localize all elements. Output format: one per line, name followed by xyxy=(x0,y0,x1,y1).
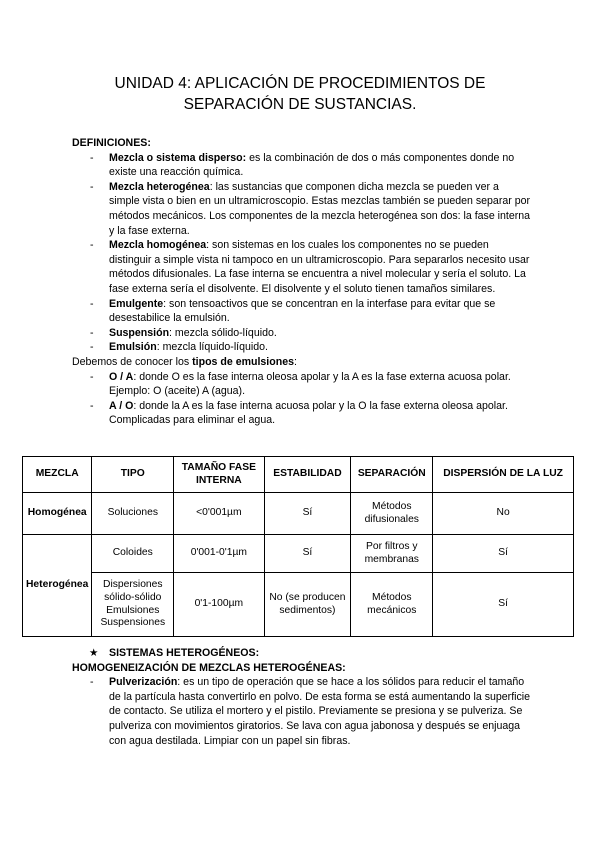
definition-item xyxy=(90,238,532,296)
title-line-2: SEPARACIÓN DE SUSTANCIAS. xyxy=(183,96,417,113)
homogenization-subheading: HOMOGENEIZACIÓN DE MEZCLAS HETEROGÉNEAS: xyxy=(72,661,346,674)
emulsion-term: O / A xyxy=(109,370,134,383)
table-header: ESTABILIDAD xyxy=(264,457,351,493)
document-title xyxy=(0,73,600,115)
heterogeneous-heading-line xyxy=(72,646,532,661)
table-row xyxy=(23,493,574,535)
emulsions-intro-text: Debemos de conocer los xyxy=(72,355,193,368)
table-cell-dispersion: No xyxy=(433,493,574,535)
definition-text: es la combinación de dos o más componentes donde no existe una reacción química. xyxy=(109,151,515,179)
table-cell-dispersion: Sí xyxy=(433,535,574,573)
table-header-row xyxy=(23,457,574,493)
table-cell-tamano: <0'001µm xyxy=(174,493,264,535)
definition-item xyxy=(90,151,532,180)
definition-text: : son tensoactivos que se concentran en la interfase para evitar que se desestabilice la emulsión. xyxy=(109,297,496,325)
definition-term: Suspensión xyxy=(109,326,170,339)
definition-item xyxy=(90,340,532,355)
table-header: SEPARACIÓN xyxy=(351,457,433,493)
process-text: : es un tipo de operación que se hace a los sólidos para reducir el tamaño de la partícula hasta convertirlo en polvo. De esta forma se está aumentando la superficie de contacto. Se utiliza el mortero y el pistilo. Previamente se presiona y se pulveriza. Se pulveriza con movimientos giratorios. Se lava con agua jabonosa y después se enjuaga con agua destilada. Limpiar con un papel sin fibras. xyxy=(109,676,531,747)
definition-text: : mezcla sólido-líquido. xyxy=(169,326,277,339)
table-cell-tamano: 0'1-100µm xyxy=(174,573,264,637)
title-line-1: UNIDAD 4: APLICACIÓN DE PROCEDIMIENTOS DE xyxy=(114,75,486,92)
table-cell-separacion: Métodos mecánicos xyxy=(351,573,433,637)
emulsion-text: : donde O es la fase interna oleosa apolar y la A es la fase externa acuosa polar. Ejemplo: O (aceite) A (agua). xyxy=(109,370,511,398)
table-cell-mezcla: Heterogénea xyxy=(23,535,92,637)
definition-term: Mezcla o sistema disperso: xyxy=(109,151,247,164)
table-header: TIPO xyxy=(92,457,174,493)
definition-term: Mezcla heterogénea xyxy=(109,180,210,193)
emulsions-intro-bold: tipos de emulsiones xyxy=(192,355,294,368)
table-cell-separacion: Por filtros y membranas xyxy=(351,535,433,573)
table-cell-tipo: Coloides xyxy=(92,535,174,573)
table-cell-tamano: 0'001-0'1µm xyxy=(174,535,264,573)
definition-item xyxy=(90,297,532,326)
definitions-heading: DEFINICIONES: xyxy=(72,137,151,149)
table-cell-estabilidad: Sí xyxy=(264,535,351,573)
definition-text: : mezcla líquido-líquido. xyxy=(156,341,268,354)
table-cell-tipo: Soluciones xyxy=(92,493,174,535)
emulsion-item xyxy=(90,370,532,399)
table-cell-tipo: Dispersiones sólido-sólido Emulsiones Suspensiones xyxy=(92,573,174,637)
table-row xyxy=(23,535,574,573)
star-icon: ★ xyxy=(89,647,99,659)
process-item xyxy=(90,675,532,748)
definitions-section xyxy=(72,136,532,428)
heterogeneous-section xyxy=(72,646,532,748)
process-term: Pulverización xyxy=(109,676,178,689)
table-header: DISPERSIÓN DE LA LUZ xyxy=(433,457,574,493)
table-row xyxy=(23,573,574,637)
table-cell-estabilidad: Sí xyxy=(264,493,351,535)
table-cell-separacion: Métodos difusionales xyxy=(351,493,433,535)
definition-term: Mezcla homogénea xyxy=(109,239,207,252)
heterogeneous-heading: SISTEMAS HETEROGÉNEOS: xyxy=(109,647,260,659)
emulsions-intro xyxy=(72,355,532,370)
emulsion-term: A / O xyxy=(109,399,134,412)
table-header: MEZCLA xyxy=(23,457,92,493)
emulsion-text: : donde la A es la fase interna acuosa polar y la O la fase externa oleosa apolar. Complicadas para eliminar el agua. xyxy=(109,399,508,427)
emulsion-item xyxy=(90,399,532,428)
definition-text: : son sistemas en los cuales los componentes no se pueden distinguir a simple vista ni tampoco en un ultramicroscopio. Para separarlos necesito usar métodos difusionales. La fase interna se encuentra a nivel molecular y sería el soluto. La fase externa sería el disolvente. El disolvente y el soluto tienen tamaños similares. xyxy=(109,239,530,295)
table-cell-mezcla: Homogénea xyxy=(23,493,92,535)
mixtures-table xyxy=(22,456,574,637)
definition-term: Emulgente xyxy=(109,297,164,310)
definition-item xyxy=(90,180,532,238)
table-cell-dispersion: Sí xyxy=(433,573,574,637)
definition-term: Emulsión xyxy=(109,341,157,354)
definition-text: : las sustancias que componen dicha mezcla se pueden ver a simple vista o bien en un ultramicroscopio. Estas mezclas también se pueden separar por métodos mecánicos. Los componentes de la mezcla heterogénea son dos: la fase interna y la fase externa. xyxy=(109,180,531,237)
table-header: TAMAÑO FASE INTERNA xyxy=(174,457,264,493)
definition-item xyxy=(90,326,532,341)
emulsions-intro-colon: : xyxy=(293,355,297,368)
table-cell-estabilidad: No (se producen sedimentos) xyxy=(264,573,351,637)
